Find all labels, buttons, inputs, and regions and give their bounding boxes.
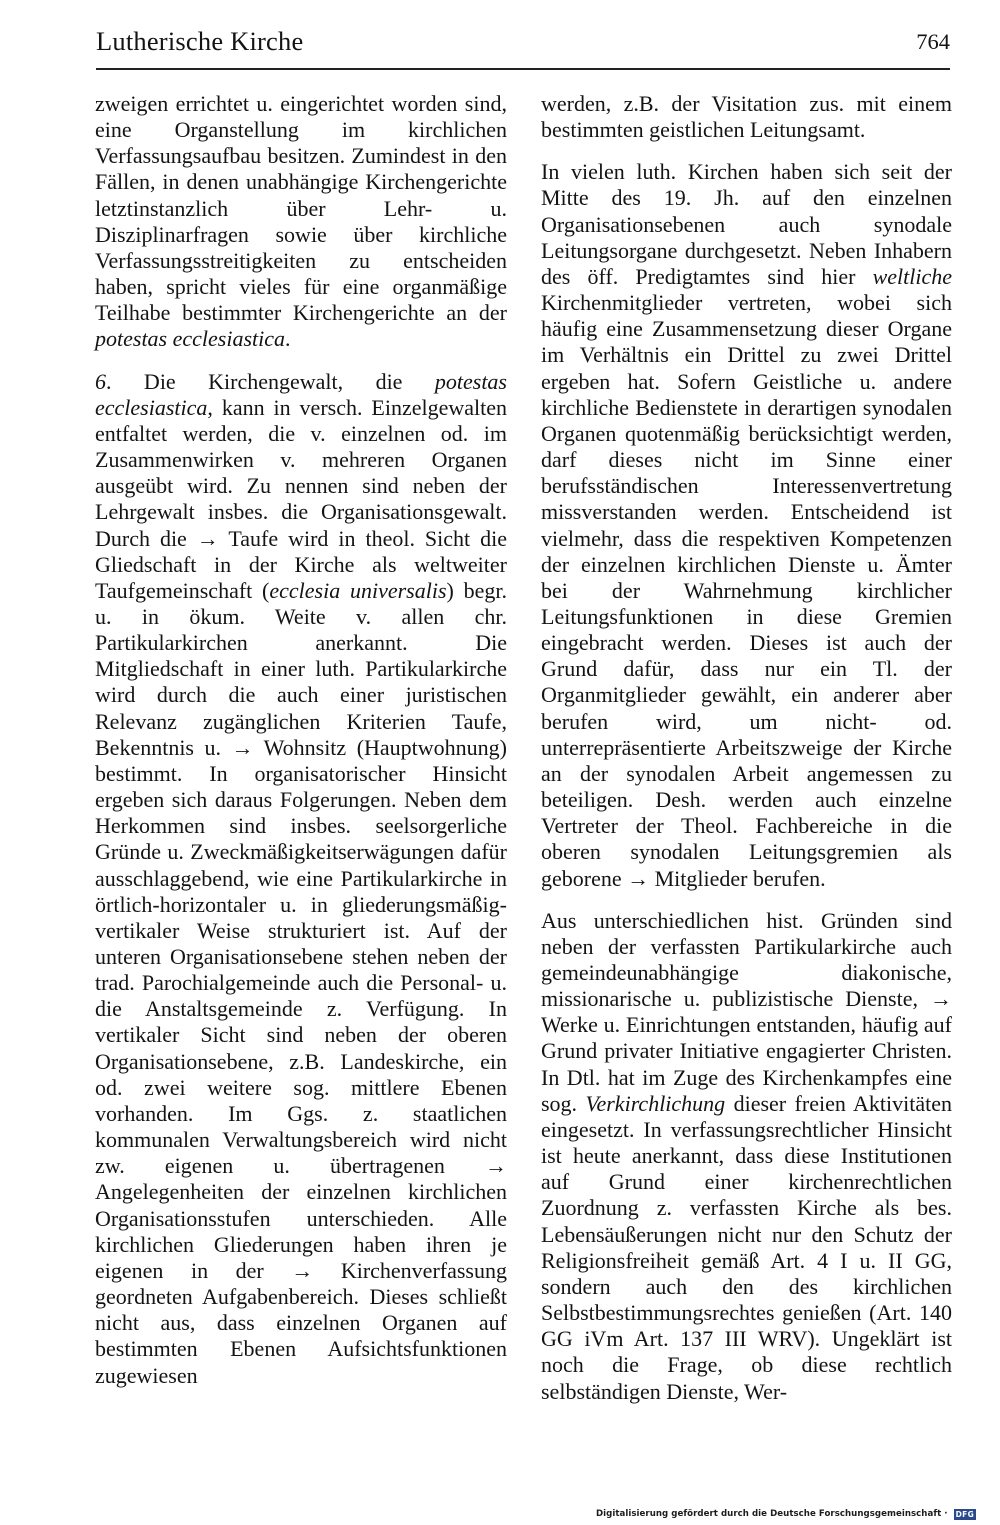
italic-text: ecclesia universalis bbox=[269, 577, 447, 603]
text-run: , kann in versch. Einzelgewalten entfaltet werden, die v. einzelnen od. im Zusammenwirken v. mehreren Organen ausgeübt wird. Zu nennen sind neben der Lehrgewalt insbes. die Organisationsgewalt. Durch die → Taufe wird in theol. Sicht die Gliedschaft in der Kirche als weltweiter Taufgemeinschaft ( bbox=[95, 394, 507, 603]
italic-text: potestas ecclesiastica bbox=[95, 326, 286, 352]
text-run: Kirchenmitglieder vertreten, wobei sich häufig eine Zusammensetzung dieser Organe im Verhältnis ein Drittel zu zwei Drittel ergeben hat. Sofern Geistliche u. andere kirchliche Bedienstete in derartigen synodalen Organen quotenmäßig berücksichtigt werden, darf dieses nicht im Sinne einer berufsständischen Interessenvertretung missverstanden werden. Entscheidend ist vielmehr, dass die respektiven Kompetenzen der einzelnen kirchlichen Dienste u. Ämter bei der Wahrnehmung kirchlicher Leitungsfunktionen in diese Gremien eingebracht werden. Dieses ist auch der Grund dafür, dass nur ein Tl. der Organmitglieder gewählt, ein anderer aber berufen wird, um nicht- od. unterrepräsentierte Arbeitszweige der Kirche an der synodalen Arbeit angemessen zu beteiligen. Desh. werden auch einzelne Vertreter der Theol. Fachbereiche in die oberen synodalen Leitungsgremien als geborene → Mitglieder berufen. bbox=[541, 290, 952, 891]
funding-notice: Digitalisierung gefördert durch die Deutsche Forschungsgemeinschaft · bbox=[596, 1509, 948, 1519]
text-run: dieser freien Aktivitäten eingesetzt. In verfassungsrechtlicher Hinsicht ist heute anerkannt, dass diese Institutionen auf Grund einer kirchenrechtlichen Zuordnung z. verfassten Kirche als bes. Lebensäußerungen nicht nur den Schutz der Religionsfreiheit gemäß Art. 4 I u. II GG, sondern auch den des kirchlichen Selbstbestimmungsrechtes genießen (Art. 140 GG iVm Art. 137 III WRV). Ungeklärt ist noch die Frage, ob diese rechtlich selbständigen Dienste, Wer- bbox=[541, 1090, 953, 1404]
italic-text: 6 bbox=[95, 368, 106, 394]
page-number: 764 bbox=[916, 29, 950, 54]
italic-text: Verkirchlichung bbox=[585, 1090, 726, 1116]
text-run: zweigen errichtet u. eingerichtet worden sind, eine Organstellung im kirchlichen Verfassungsaufbau besitzen. Zumindest in den Fällen, in denen unabhängige Kirchengerichte letztinstanzlich über Lehr- u. Disziplinarfragen sowie über kirchliche Verfassungsstreitigkeiten zu entscheiden haben, spricht vieles für eine organmäßige Teilhabe bestimmter Kirchengerichte an der bbox=[95, 91, 507, 326]
right-text-column bbox=[541, 91, 952, 1405]
text-run: Aus unterschiedlichen hist. Gründen sind neben der verfassten Partikularkirche auch gemeindeunabhängige diakonische, missionarische u. publizistische Dienste, → Werke u. Einrichtungen entstanden, häufig auf Grund privater Initiative engagierter Christen. In Dtl. hat im Zuge des Kirchenkampfes eine sog. bbox=[541, 907, 952, 1116]
text-run: werden, z.B. der Visitation zus. mit einem bestimmten geistlichen Leitungsamt. bbox=[541, 91, 952, 143]
left-text-column bbox=[95, 91, 507, 1389]
text-run: . bbox=[285, 326, 291, 352]
dfg-logo: DFG bbox=[955, 1509, 975, 1519]
text-run: . Die Kirchengewalt, die bbox=[106, 368, 435, 394]
paragraph bbox=[541, 91, 952, 143]
italic-text: weltliche bbox=[872, 263, 952, 289]
text-run: In vielen luth. Kirchen haben sich seit der Mitte des 19. Jh. auf den einzelnen Organisationsebenen auch synodale Leitungsorgane durchgesetzt. Neben Inhabern des öff. Predigtamtes sind hier bbox=[541, 159, 952, 289]
running-title: Lutherische Kirche bbox=[96, 26, 304, 56]
paragraph bbox=[95, 369, 507, 1389]
page-header bbox=[96, 22, 950, 70]
paragraph bbox=[95, 91, 507, 353]
italic-text: potestas ecclesiastica bbox=[95, 368, 507, 420]
paragraph bbox=[541, 159, 952, 891]
paragraph bbox=[541, 908, 952, 1405]
digitization-footer bbox=[596, 1507, 976, 1521]
text-run: ) begr. u. in ökum. Weite v. allen chr. Partikularkirchen anerkannt. Die Mitgliedschaft in einer luth. Partikularkirche wird durch die auch einer juristischen Relevanz zugänglichen Kriterien Taufe, Bekenntnis u. → Wohnsitz (Hauptwohnung) bestimmt. In organisatorischer Hinsicht ergeben sich daraus Folgerungen. Neben dem Herkommen sind insbes. seelsorgerliche Gründe u. Zweckmäßigkeitserwägungen dafür ausschlaggebend, wie eine Partikularkirche in örtlich-horizontaler u. in gliederungsmäßig-vertikaler Weise strukturiert ist. Auf der unteren Organisationsebene stehen neben der trad. Parochialgemeinde auch die Personal- u. die Anstaltsgemeinde z. Verfügung. In vertikaler Sicht sind neben der oberen Organisationsebene, z.B. Landeskirche, ein od. zwei weitere sog. mittlere Ebenen vorhanden. Im Ggs. z. staatlichen kommunalen Verwaltungsbereich wird nicht zw. eigenen u. übertragenen → Angelegenheiten der einzelnen kirchlichen Organisationsstufen unterschieden. Alle kirchlichen Gliederungen haben ihren je eigenen in der → Kirchenverfassung geordneten Aufgabenbereich. Dieses schließt nicht aus, dass einzelnen Organen auf bestimmten Ebenen Aufsichtsfunktionen zugewiesen bbox=[95, 577, 507, 1388]
